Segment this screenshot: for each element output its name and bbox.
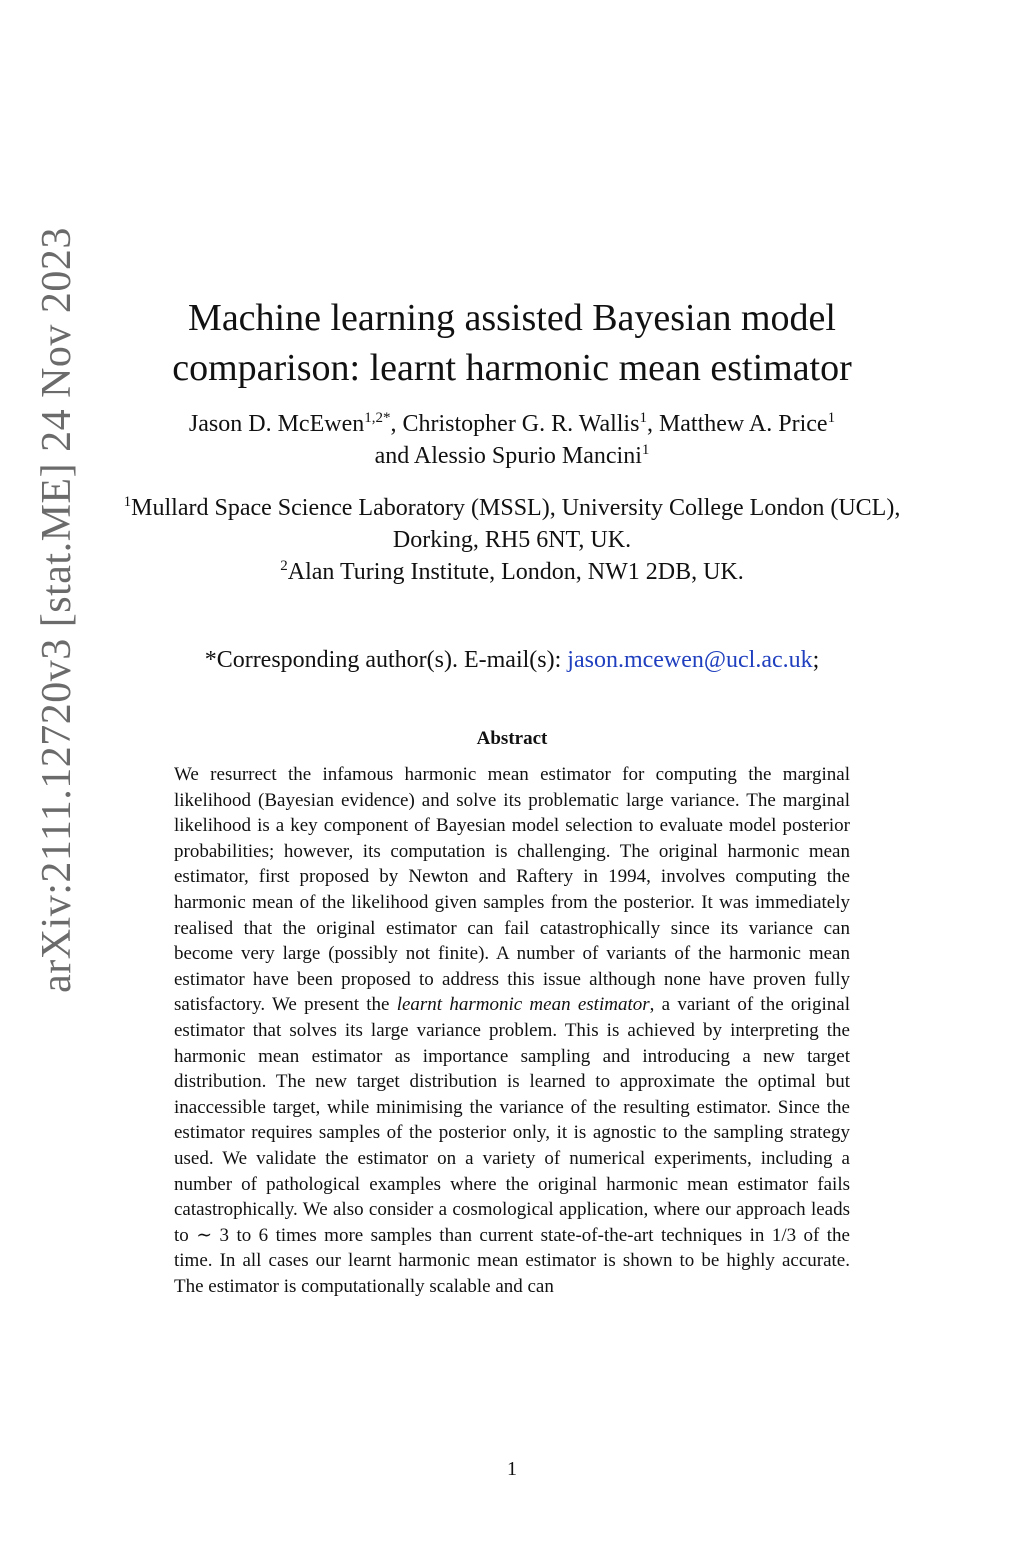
author-name: Alessio Spurio Mancini bbox=[413, 443, 642, 469]
abstract-body bbox=[174, 762, 850, 1299]
affiliation-text: Mullard Space Science Laboratory (MSSL), University College London (UCL), Dorking, RH5 6NT, UK. bbox=[131, 495, 901, 553]
abstract-text-part-1: We resurrect the infamous harmonic mean estimator for computing the marginal likelihood (Bayesian evidence) and solve its problematic large variance. The marginal likelihood is a key component of Bayesian model selection to evaluate model posterior probabilities; however, its computation is challenging. The original harmonic mean estimator, first proposed by Newton and Raftery in 1994, involves computing the harmonic mean of the likelihood given samples from the posterior. It was immediately realised that the original estimator can fail catastrophically since its variance can become very large (possibly not finite). A number of variants of the harmonic mean estimator have been proposed to address this issue although none have proven fully satisfactory. We present the bbox=[174, 764, 850, 1016]
author-conjunction: and bbox=[374, 443, 414, 469]
author-affil-sup: 1,2* bbox=[364, 410, 391, 426]
corresponding-author bbox=[120, 644, 904, 676]
affiliation-sup: 2 bbox=[280, 558, 288, 574]
title-line-2: comparison: learnt harmonic mean estimator bbox=[172, 347, 852, 390]
arxiv-sidebar bbox=[12, 180, 102, 1040]
author-name: Jason D. McEwen bbox=[188, 411, 365, 437]
author-separator: , bbox=[390, 411, 403, 437]
page-number: 1 bbox=[507, 1458, 517, 1480]
affiliations bbox=[120, 492, 904, 588]
author-affil-sup: 1 bbox=[827, 410, 836, 426]
author-affil-sup: 1 bbox=[641, 442, 650, 458]
author-list bbox=[120, 408, 904, 472]
author-affil-sup: 1 bbox=[639, 410, 647, 426]
affiliation-text: Alan Turing Institute, London, NW1 2DB, UK. bbox=[287, 559, 744, 585]
author-name: Christopher G. R. Wallis bbox=[402, 411, 640, 437]
email-link[interactable]: jason.mcewen@ucl.ac.uk bbox=[567, 647, 813, 673]
author-separator: , bbox=[646, 411, 659, 437]
abstract-emphasis: learnt harmonic mean estimator bbox=[396, 994, 650, 1016]
corresponding-trail: ; bbox=[812, 647, 820, 673]
abstract-text-part-2: , a variant of the original estimator that solves its large variance problem. This is achieved by interpreting the harmonic mean estimator as importance sampling and introducing a new target distribution. The new target distribution is learned to approximate the optimal but inaccessible target, while minimising the variance of the resulting estimator. Since the estimator requires samples of the posterior only, it is agnostic to the sampling strategy used. We validate the estimator on a variety of numerical experiments, including a number of pathological examples where the original harmonic mean estimator fails catastrophically. We also consider a cosmological application, where our approach leads to ∼ 3 to 6 times more samples than current state-of-the-art techniques in 1/3 of the time. In all cases our learnt harmonic mean estimator is shown to be highly accurate. The estimator is computationally scalable and can bbox=[174, 994, 850, 1297]
paper-title bbox=[140, 293, 884, 393]
abstract-heading: Abstract bbox=[476, 728, 548, 749]
affiliation-sup: 1 bbox=[123, 494, 132, 510]
arxiv-identifier: arXiv:2111.12720v3 [stat.ME] 24 Nov 2023 bbox=[34, 227, 80, 993]
author-name: Matthew A. Price bbox=[658, 411, 828, 437]
corresponding-label: *Corresponding author(s). E-mail(s): bbox=[204, 647, 568, 673]
affiliation-1 bbox=[120, 492, 904, 556]
affiliation-2 bbox=[120, 556, 904, 588]
title-line-1: Machine learning assisted Bayesian model bbox=[188, 297, 836, 340]
